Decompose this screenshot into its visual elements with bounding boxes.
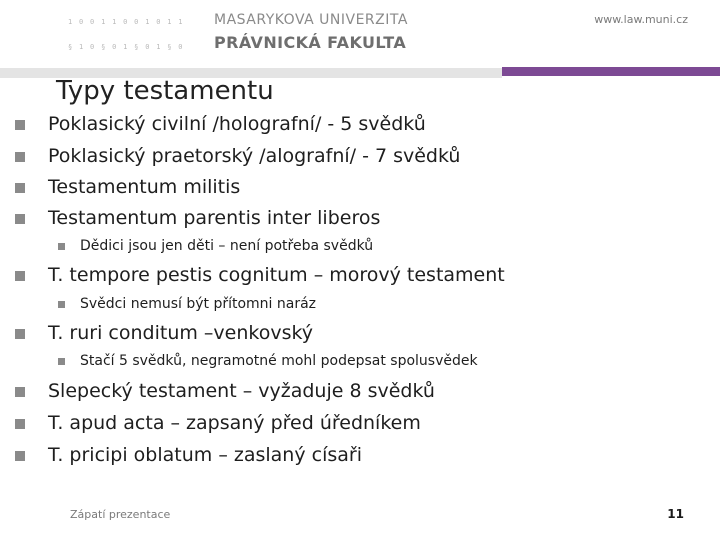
square-bullet-icon — [15, 214, 25, 224]
sub-list-item-text: Svědci nemusí být přítomni naráz — [80, 296, 317, 312]
sub-list-item-text: Stačí 5 svědků, negramotné mohl podepsat spolusvědek — [80, 353, 478, 369]
list-item — [48, 145, 460, 167]
list-item-text: Poklasický praetorský /alografní/ - 7 svědků — [48, 145, 461, 167]
square-bullet-icon — [15, 120, 25, 130]
list-item — [48, 113, 426, 135]
list-item-text: Testamentum militis — [48, 176, 241, 198]
list-item — [48, 176, 240, 198]
square-bullet-icon — [15, 329, 25, 339]
square-bullet-icon — [15, 387, 25, 397]
sub-list-item-text: Dědici jsou jen děti – není potřeba svědků — [80, 238, 374, 254]
pattern-row: § 1 0 § 0 1 § 0 1 § 0 — [68, 43, 184, 52]
list-item-text: T. pricipi oblatum – zaslaný císaři — [48, 444, 362, 466]
sub-list-item — [80, 296, 316, 312]
list-item-text: Poklasický civilní /holografní/ - 5 svědků — [48, 113, 426, 135]
list-item-text: T. apud acta – zapsaný před úředníkem — [48, 412, 421, 434]
square-bullet-icon — [58, 301, 65, 308]
square-bullet-icon — [15, 271, 25, 281]
website-url[interactable]: www.law.muni.cz — [594, 13, 688, 26]
footer-text: Zápatí prezentace — [70, 508, 171, 521]
square-bullet-icon — [15, 152, 25, 162]
square-bullet-icon — [58, 358, 65, 365]
list-item-text: Slepecký testament – vyžaduje 8 svědků — [48, 380, 435, 402]
page-number: 11 — [667, 507, 684, 521]
list-item — [48, 322, 313, 344]
list-item-text: T. ruri conditum –venkovský — [48, 322, 314, 344]
list-item — [48, 380, 435, 402]
slide-title: Typy testamentu — [56, 76, 274, 106]
square-bullet-icon — [58, 243, 65, 250]
square-bullet-icon — [15, 419, 25, 429]
sub-list-item — [80, 353, 478, 369]
list-item — [48, 264, 505, 286]
list-item — [48, 207, 380, 229]
faculty-name: PRÁVNICKÁ FAKULTA — [214, 33, 407, 52]
square-bullet-icon — [15, 451, 25, 461]
sub-list-item — [80, 238, 373, 254]
list-item — [48, 444, 362, 466]
university-name: MASARYKOVA UNIVERZITA — [214, 12, 408, 28]
square-bullet-icon — [15, 183, 25, 193]
list-item — [48, 412, 421, 434]
list-item-text: Testamentum parentis inter liberos — [48, 207, 381, 229]
list-item-text: T. tempore pestis cognitum – morový testament — [48, 264, 505, 286]
pattern-row: 1 0 0 1 1 0 0 1 0 1 1 — [68, 18, 184, 27]
